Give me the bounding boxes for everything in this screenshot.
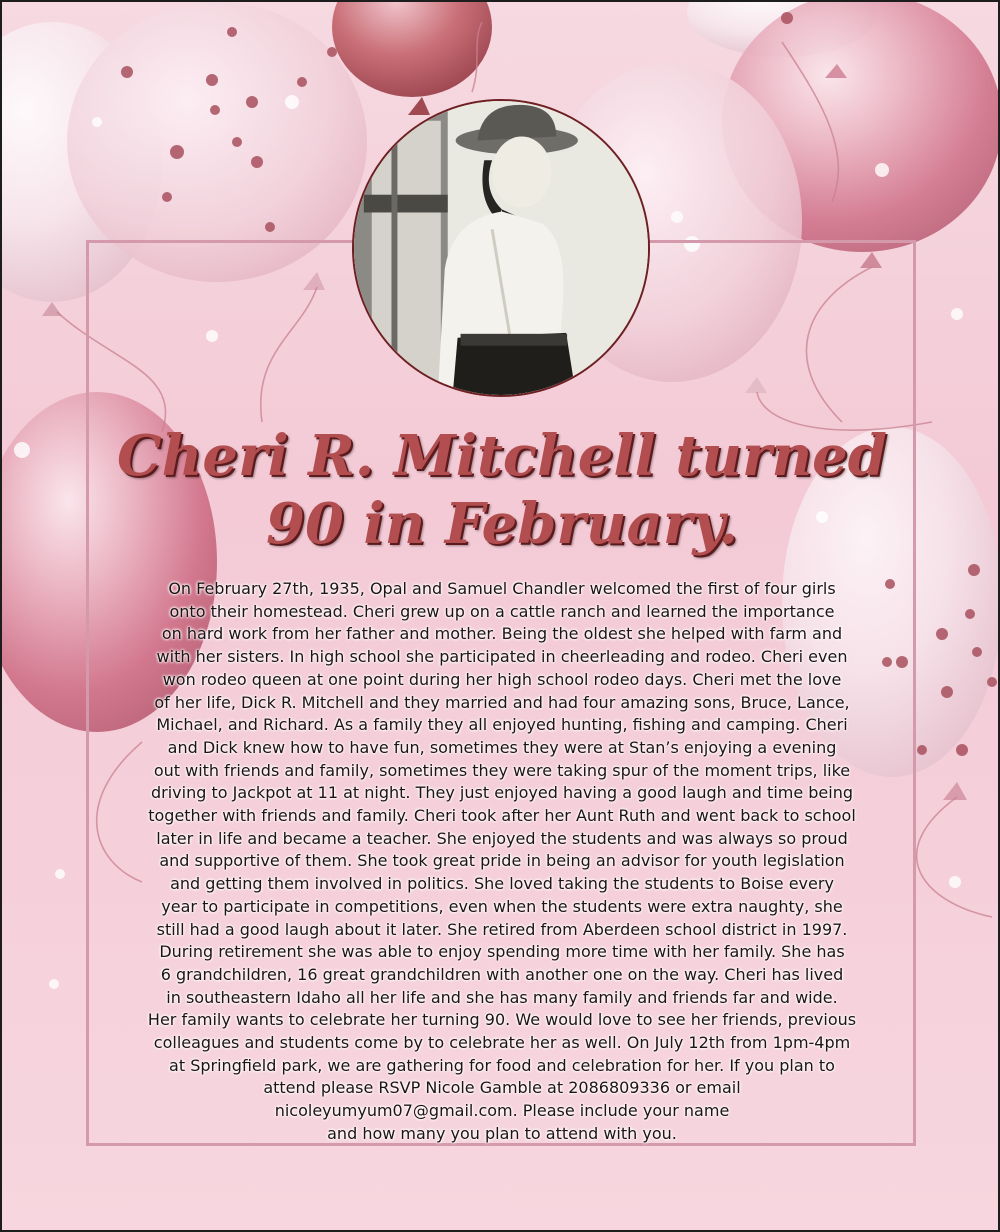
- story-line: On February 27th, 1935, Opal and Samuel Chandler welcomed the first of four girls: [168, 579, 836, 598]
- story-line: out with friends and family, sometimes they were taking spur of the moment trips, like: [153, 760, 851, 780]
- story-line: at Springfield park, we are gathering for food and celebration for her. If you plan to: [169, 1055, 835, 1075]
- story-line: driving to Jackpot at 11 at night. They just enjoyed having a good laugh and time being: [150, 783, 854, 803]
- portrait-photo: [352, 99, 650, 397]
- story-line: attend please RSVP Nicole Gamble at 2086809336 or email: [263, 1078, 741, 1098]
- story-line: and how many you plan to attend with you.: [327, 1123, 677, 1143]
- story-text: [102, 578, 902, 1146]
- story-line: with her sisters. In high school she participated in cheerleading and rodeo. Cheri even: [156, 647, 848, 667]
- balloon-rose-top: [332, 2, 492, 97]
- story-line: on hard work from her father and mother. Being the oldest she helped with farm and: [161, 624, 843, 644]
- story-line: colleagues and students come by to celebrate her as well. On July 12th from 1pm-4pm: [153, 1033, 851, 1053]
- story-line: 6 grandchildren, 16 great grandchildren with another one on the way. Cheri has lived: [160, 964, 844, 984]
- story-line: and Dick knew how to have fun, sometimes they were at Stan’s enjoying a evening: [167, 737, 837, 757]
- headline-line-1: Cheri R. Mitchell turned: [117, 423, 887, 489]
- headline-line-2: 90 in February.: [265, 491, 738, 557]
- headline: [62, 422, 942, 558]
- story-line: Michael, and Richard. As a family they all enjoyed hunting, fishing and camping. Cheri: [156, 715, 848, 735]
- story-line: of her life, Dick R. Mitchell and they married and had four amazing sons, Bruce, Lance,: [154, 692, 850, 712]
- portrait-photo-icon: [354, 101, 648, 395]
- story-line: and getting them involved in politics. She loved taking the students to Boise every: [170, 874, 834, 894]
- story-line: still had a good laugh about it later. She retired from Aberdeen school district in 1997.: [156, 919, 848, 939]
- story-line: later in life and became a teacher. She enjoyed the students and was always so proud: [156, 828, 848, 848]
- story-line: onto their homestead. Cheri grew up on a cattle ranch and learned the importance: [169, 601, 835, 621]
- story-line: together with friends and family. Cheri took after her Aunt Ruth and went back to school: [148, 806, 856, 826]
- story-line: During retirement she was able to enjoy spending more time with her family. She has: [159, 942, 845, 962]
- story-line: won rodeo queen at one point during her high school rodeo days. Cheri met the love: [162, 669, 842, 689]
- story-line: and supportive of them. She took great pride in being an advisor for youth legislation: [159, 851, 845, 871]
- story-line: Her family wants to celebrate her turning 90. We would love to see her friends, previous: [147, 1010, 857, 1030]
- story-line: year to participate in competitions, even when the students were extra naughty, she: [161, 896, 843, 916]
- balloon-knot: [943, 782, 967, 800]
- story-email-line[interactable]: nicoleyumyum07@gmail.com. Please include your name: [274, 1101, 730, 1121]
- story-line: in southeastern Idaho all her life and she has many family and friends far and wide.: [166, 987, 838, 1007]
- balloon-knot: [408, 97, 430, 115]
